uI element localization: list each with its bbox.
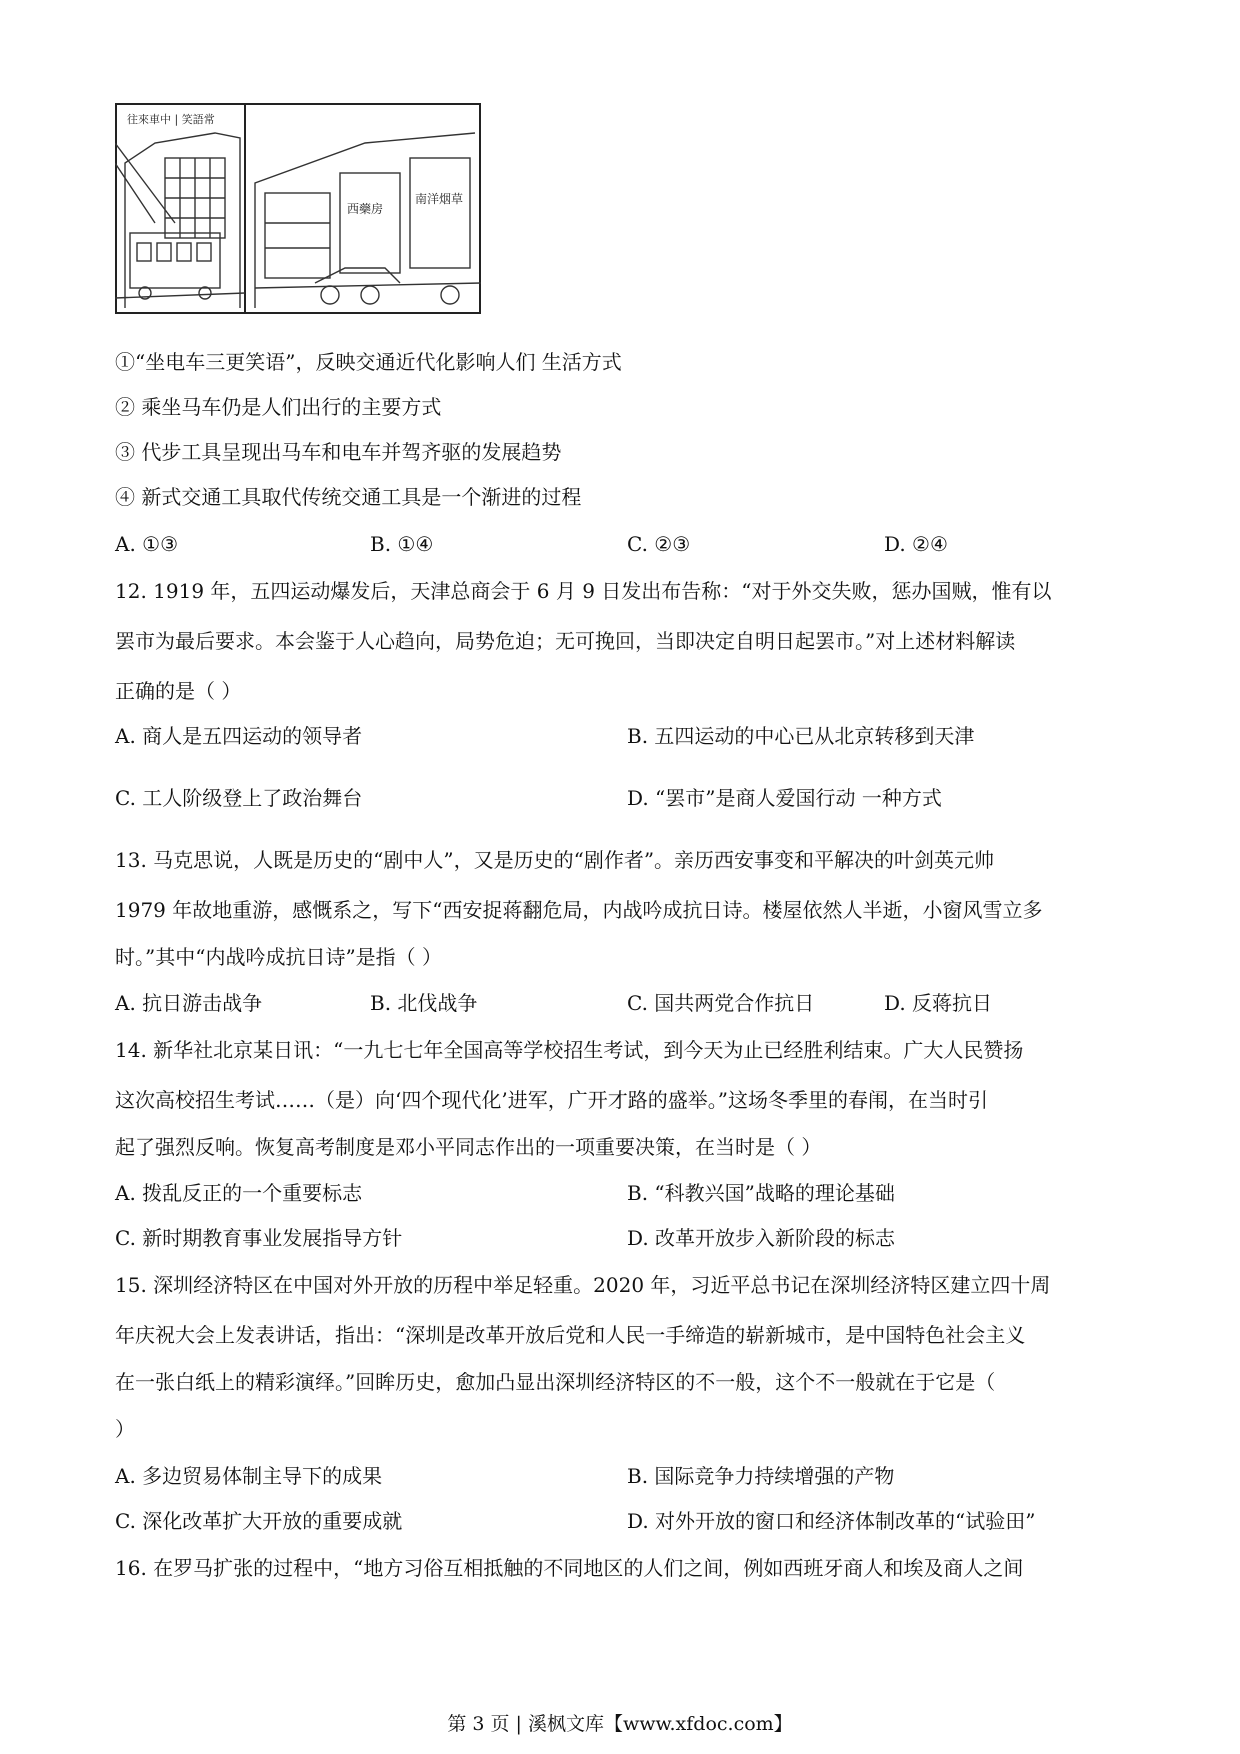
shop-sign-1: 西藥房: [347, 202, 384, 216]
q11-option-a: A. ①③: [115, 532, 179, 556]
q14-option-b: B. “科教兴国”战略的理论基础: [627, 1181, 895, 1205]
q13-line-3: 时。”其中“内战吟成抗日诗”是指（ ）: [115, 945, 443, 969]
q14-option-a: A. 拨乱反正的一个重要标志: [115, 1181, 363, 1205]
tram-street-sketch: [115, 103, 481, 314]
q15-option-d: D. 对外开放的窗口和经济体制改革的“试验田”: [627, 1509, 1036, 1533]
q16-line-1: 16. 在罗马扩张的过程中，“地方习俗互相抵触的不同地区的人们之间，例如西班牙商人和埃及商人之间: [115, 1556, 1024, 1580]
shop-sign-2: 南洋烟草: [415, 192, 464, 206]
q15-option-c: C. 深化改革扩大开放的重要成就: [115, 1509, 403, 1533]
q12-option-c: C. 工人阶级登上了政治舞台: [115, 786, 363, 810]
q15-option-a: A. 多边贸易体制主导下的成果: [115, 1464, 383, 1488]
q14-option-d: D. 改革开放步入新阶段的标志: [627, 1226, 896, 1250]
q14-line-1: 14. 新华社北京某日讯：“一九七七年全国高等学校招生考试，到今天为止已经胜利结束。广大人民赞扬: [115, 1038, 1024, 1062]
q12-option-b: B. 五四运动的中心已从北京转移到天津: [627, 724, 975, 748]
q15-line-3: 在一张白纸上的精彩演绎。”回眸历史，愈加凸显出深圳经济特区的不一般，这个不一般就在于它是（: [115, 1370, 996, 1394]
q12-option-d: D. “罢市”是商人爱国行动 一种方式: [627, 786, 942, 810]
q11-statement-2: ② 乘坐马车仍是人们出行的主要方式: [115, 395, 442, 419]
page-footer: 第 3 页 | 溪枫文库【www.xfdoc.com】: [447, 1713, 793, 1735]
q15-line-2: 年庆祝大会上发表讲话，指出：“深圳是改革开放后党和人民一手缔造的崭新城市，是中国特色社会主义: [115, 1323, 1026, 1347]
q14-line-3: 起了强烈反响。恢复高考制度是邓小平同志作出的一项重要决策，在当时是（ ）: [115, 1135, 822, 1159]
figure-caption-left: 往來車中 | 笑語常: [127, 113, 215, 126]
q12-line-2: 罢市为最后要求。本会鉴于人心趋向，局势危迫；无可挽回，当即决定自明日起罢市。”对上述材料解读: [115, 629, 1016, 653]
q11-option-c: C. ②③: [627, 532, 691, 556]
historical-sketch-figure: [115, 103, 481, 314]
q11-statement-3: ③ 代步工具呈现出马车和电车并驾齐驱的发展趋势: [115, 440, 562, 464]
q12-line-3: 正确的是（ ）: [115, 679, 242, 703]
q11-statement-4: ④ 新式交通工具取代传统交通工具是一个渐进的过程: [115, 485, 582, 509]
q12-line-1: 12. 1919 年，五四运动爆发后，天津总商会于 6 月 9 日发出布告称：“对于外交失败，惩办国贼，惟有以: [115, 579, 1052, 603]
q13-option-d: D. 反蒋抗日: [884, 991, 993, 1015]
q11-option-b: B. ①④: [370, 532, 434, 556]
q13-line-1: 13. 马克思说，人既是历史的“剧中人”，又是历史的“剧作者”。亲历西安事变和平解决的叶剑英元帅: [115, 848, 995, 872]
q11-statement-1: ①“坐电车三更笑语”，反映交通近代化影响人们 生活方式: [115, 350, 622, 374]
q11-option-d: D. ②④: [884, 532, 948, 556]
q15-line-4: ）: [115, 1417, 135, 1441]
q15-line-1: 15. 深圳经济特区在中国对外开放的历程中举足轻重。2020 年，习近平总书记在深圳经济特区建立四十周: [115, 1273, 1051, 1297]
q13-option-b: B. 北伐战争: [370, 991, 478, 1015]
q14-option-c: C. 新时期教育事业发展指导方针: [115, 1226, 403, 1250]
q13-option-c: C. 国共两党合作抗日: [627, 991, 815, 1015]
q13-option-a: A. 抗日游击战争: [115, 991, 263, 1015]
q13-line-2: 1979 年故地重游，感慨系之，写下“西安捉蒋翻危局，内战吟成抗日诗。楼屋依然人半逝，小窗风雪立多: [115, 898, 1043, 922]
q14-line-2: 这次高校招生考试……（是）向‘四个现代化’进军，广开才路的盛举。”这场冬季里的春闱，在当时引: [115, 1088, 988, 1112]
q15-option-b: B. 国际竞争力持续增强的产物: [627, 1464, 895, 1488]
q12-option-a: A. 商人是五四运动的领导者: [115, 724, 363, 748]
